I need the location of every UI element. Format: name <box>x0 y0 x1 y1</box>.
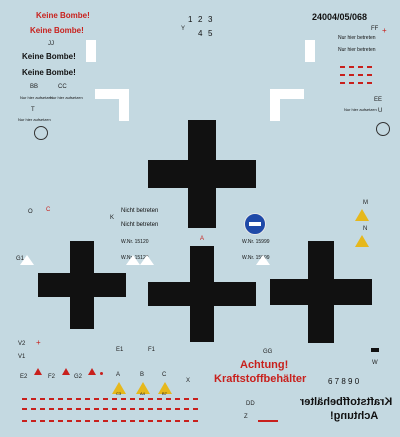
white-bar <box>86 40 96 62</box>
label-bb: BB <box>30 84 39 90</box>
label-a-2: A <box>116 372 121 378</box>
unit-emblem-icon <box>244 213 266 235</box>
label-c: C <box>46 207 51 213</box>
keine-bombe-2: Keine Bombe! <box>30 26 84 35</box>
label-e1: E1 <box>116 347 124 353</box>
label-g1: G1 <box>16 256 25 262</box>
label-o: O <box>28 209 33 215</box>
numbers-bottom: 6 7 8 9 0 <box>328 377 360 386</box>
label-ff: FF <box>371 26 379 32</box>
wnr-15999-2: W.Nr. 15999 <box>242 255 270 261</box>
white-bar <box>305 40 315 62</box>
red-dash-row-5 <box>22 408 202 410</box>
number-1: 1 <box>188 15 193 24</box>
balkenkreuz-left <box>38 241 126 329</box>
tri-label-b7: B7 <box>162 391 167 396</box>
small-text-3: Nur hier aufsetzen <box>18 117 51 122</box>
tri-label-a4: A4 <box>140 391 145 396</box>
number-2: 2 <box>198 15 203 24</box>
number-3: 3 <box>208 15 213 24</box>
label-u: U <box>378 108 383 114</box>
label-f2: F2 <box>48 374 56 380</box>
wnr-15999-1: W.Nr. 15999 <box>242 239 270 245</box>
number-5: 5 <box>208 29 213 38</box>
red-triangle-icon <box>62 368 70 375</box>
white-bar <box>270 89 304 99</box>
red-cross-mark: + <box>36 338 41 347</box>
kraftstoff-mirrored: Kraftstoffbehälter <box>300 396 393 408</box>
red-dash-row-6 <box>22 420 202 422</box>
label-cc: CC <box>58 84 67 90</box>
red-dash-row-3 <box>340 82 372 84</box>
white-bar <box>119 99 129 121</box>
nicht-betreten-2: Nicht betreten <box>121 222 159 228</box>
label-b: B <box>140 372 145 378</box>
warning-triangle-icon <box>355 209 369 221</box>
label-v2: V2 <box>18 341 26 347</box>
label-jj: JJ <box>48 41 54 47</box>
label-g2: G2 <box>74 374 83 380</box>
label-y: Y <box>181 26 186 32</box>
keine-bombe-4: Keine Bombe! <box>22 68 76 77</box>
label-v1: V1 <box>18 354 26 360</box>
label-gg: GG <box>263 349 273 355</box>
label-dd: DD <box>246 401 255 407</box>
white-triangle <box>126 255 140 265</box>
red-dash-row-2 <box>340 74 372 76</box>
red-triangle-icon <box>88 368 96 375</box>
achtung-text: Achtung! <box>240 359 289 371</box>
white-triangle <box>140 255 154 265</box>
label-f1: F1 <box>148 347 156 353</box>
label-z: Z <box>244 414 248 420</box>
wnr-15120-1: W.Nr. 15120 <box>121 239 149 245</box>
balkenkreuz-large <box>148 120 256 228</box>
keine-bombe-3: Keine Bombe! <box>22 52 76 61</box>
nur-hier-betreten-1: Nur hier betreten <box>338 35 376 41</box>
red-triangle-icon <box>34 368 42 375</box>
red-plus-mark: + <box>382 26 387 35</box>
keine-bombe-1: Keine Bombe! <box>36 11 90 20</box>
achtung-mirrored: Achtung! <box>330 410 379 422</box>
label-ee: EE <box>374 97 383 103</box>
label-a: A <box>200 236 205 242</box>
label-c-2: C <box>162 372 167 378</box>
number-4: 4 <box>198 29 203 38</box>
label-k: K <box>110 215 115 221</box>
gauge-mark-2 <box>376 122 390 136</box>
label-e2: E2 <box>20 374 28 380</box>
label-t: T <box>31 107 35 113</box>
small-text-4: Nur hier aufsetzen <box>344 107 377 112</box>
red-line-mark <box>258 420 278 422</box>
black-bar-mark <box>371 348 379 352</box>
small-text-1: Nur hier aufsetzen <box>20 95 53 100</box>
small-text-2: Nur hier aufsetzen <box>50 95 83 100</box>
white-bar <box>95 89 129 99</box>
sheet-code: 24004/05/068 <box>312 12 368 22</box>
tri-label-c3: C3 <box>116 391 122 396</box>
label-x: X <box>186 378 191 384</box>
label-w: W <box>372 360 378 366</box>
red-dash-row-1 <box>340 66 372 68</box>
white-bar <box>270 99 280 121</box>
nur-hier-betreten-2: Nur hier betreten <box>338 47 376 53</box>
red-dash-row-4 <box>22 398 202 400</box>
nicht-betreten-1: Nicht betreten <box>121 208 159 214</box>
label-n: N <box>363 226 368 232</box>
wnr-15120-2: W.Nr. 15120 <box>121 255 149 261</box>
balkenkreuz-center <box>148 246 256 342</box>
balkenkreuz-right <box>270 241 372 343</box>
label-m: M <box>363 200 368 206</box>
kraftstoff-text: Kraftstoffbehälter <box>214 373 307 385</box>
white-triangle <box>256 255 270 265</box>
red-dot <box>100 372 103 375</box>
gauge-mark <box>34 126 48 140</box>
